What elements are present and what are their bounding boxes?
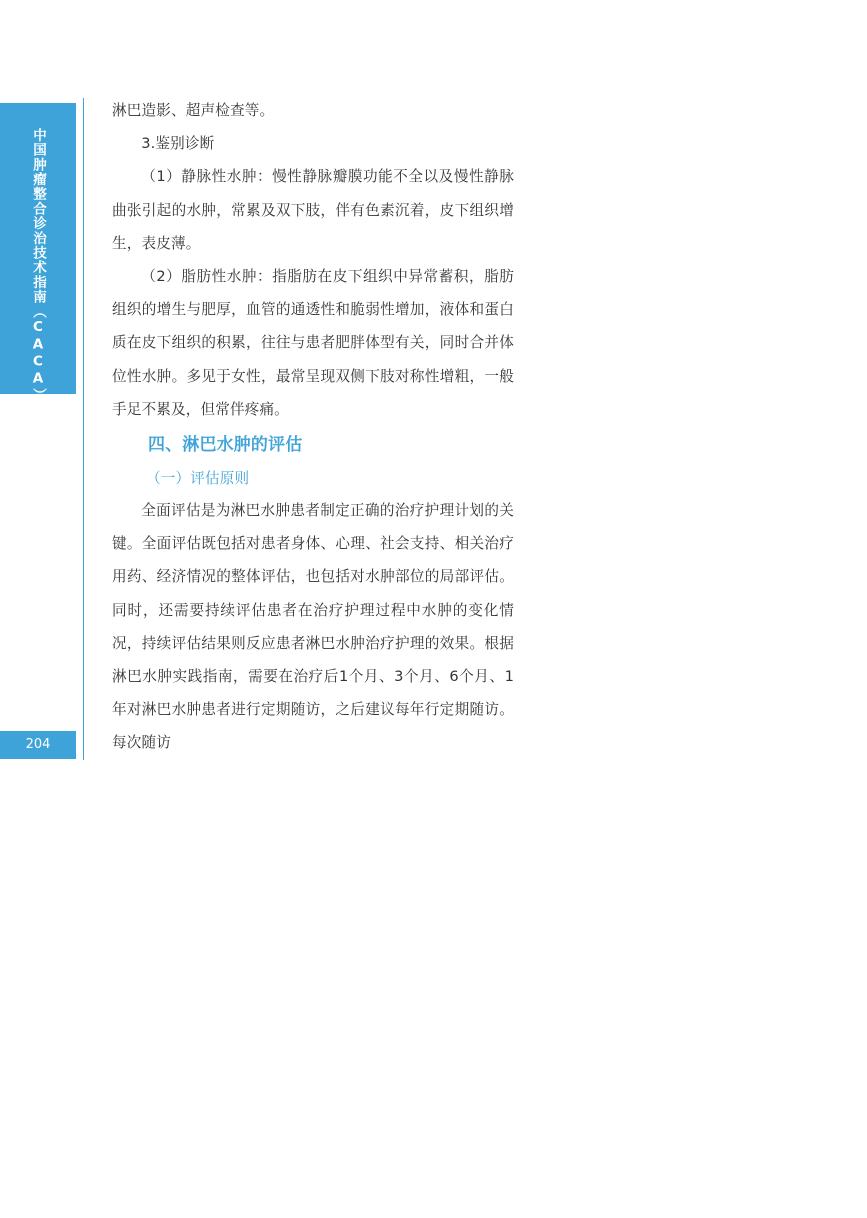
paragraph-continuation: 淋巴造影、超声检查等。: [112, 102, 275, 119]
paragraph-venous-edema: （1）静脉性水肿：慢性静脉瓣膜功能不全以及慢性静脉曲张引起的水肿，常累及双下肢，伴有色素沉着，皮下组织增生，表皮薄。: [112, 168, 514, 252]
vertical-divider: [83, 98, 84, 760]
subheading-differential-diagnosis: 3.鉴别诊断: [141, 135, 215, 153]
paragraph-assessment: 全面评估是为淋巴水肿患者制定正确的治疗护理计划的关键。全面评估既包括对患者身体、心理、社会支持、相关治疗用药、经济情况的整体评估，也包括对水肿部位的局部评估。同时，还需要持续评估患者在治疗护理过程中水肿的变化情况，持续评估结果则反应患者淋巴水肿治疗护理的效果。根据淋巴水肿实践指南，需要在治疗后1个月、3个月、6个月、1年对淋巴水肿患者进行定期随访，之后建议每年行定期随访。每次随访: [112, 502, 514, 752]
subsection-heading: （一）评估原则: [146, 470, 250, 488]
page-content: [112, 94, 514, 760]
book-title: 中国肿瘤整合诊治技术指南（CACA）: [30, 128, 46, 403]
page-number: 204: [25, 737, 51, 752]
section-heading: 四、淋巴水肿的评估: [148, 435, 303, 456]
paragraph-lipedema: （2）脂肪性水肿：指脂肪在皮下组织中异常蓄积，脂肪组织的增生与肥厚，血管的通透性和脆弱性增加，液体和蛋白质在皮下组织的积累，往往与患者肥胖体型有关，同时合并体位性水肿。多见于女性，最常呈现双侧下肢对称性增粗，一般手足不累及，但常伴疼痛。: [112, 268, 514, 418]
